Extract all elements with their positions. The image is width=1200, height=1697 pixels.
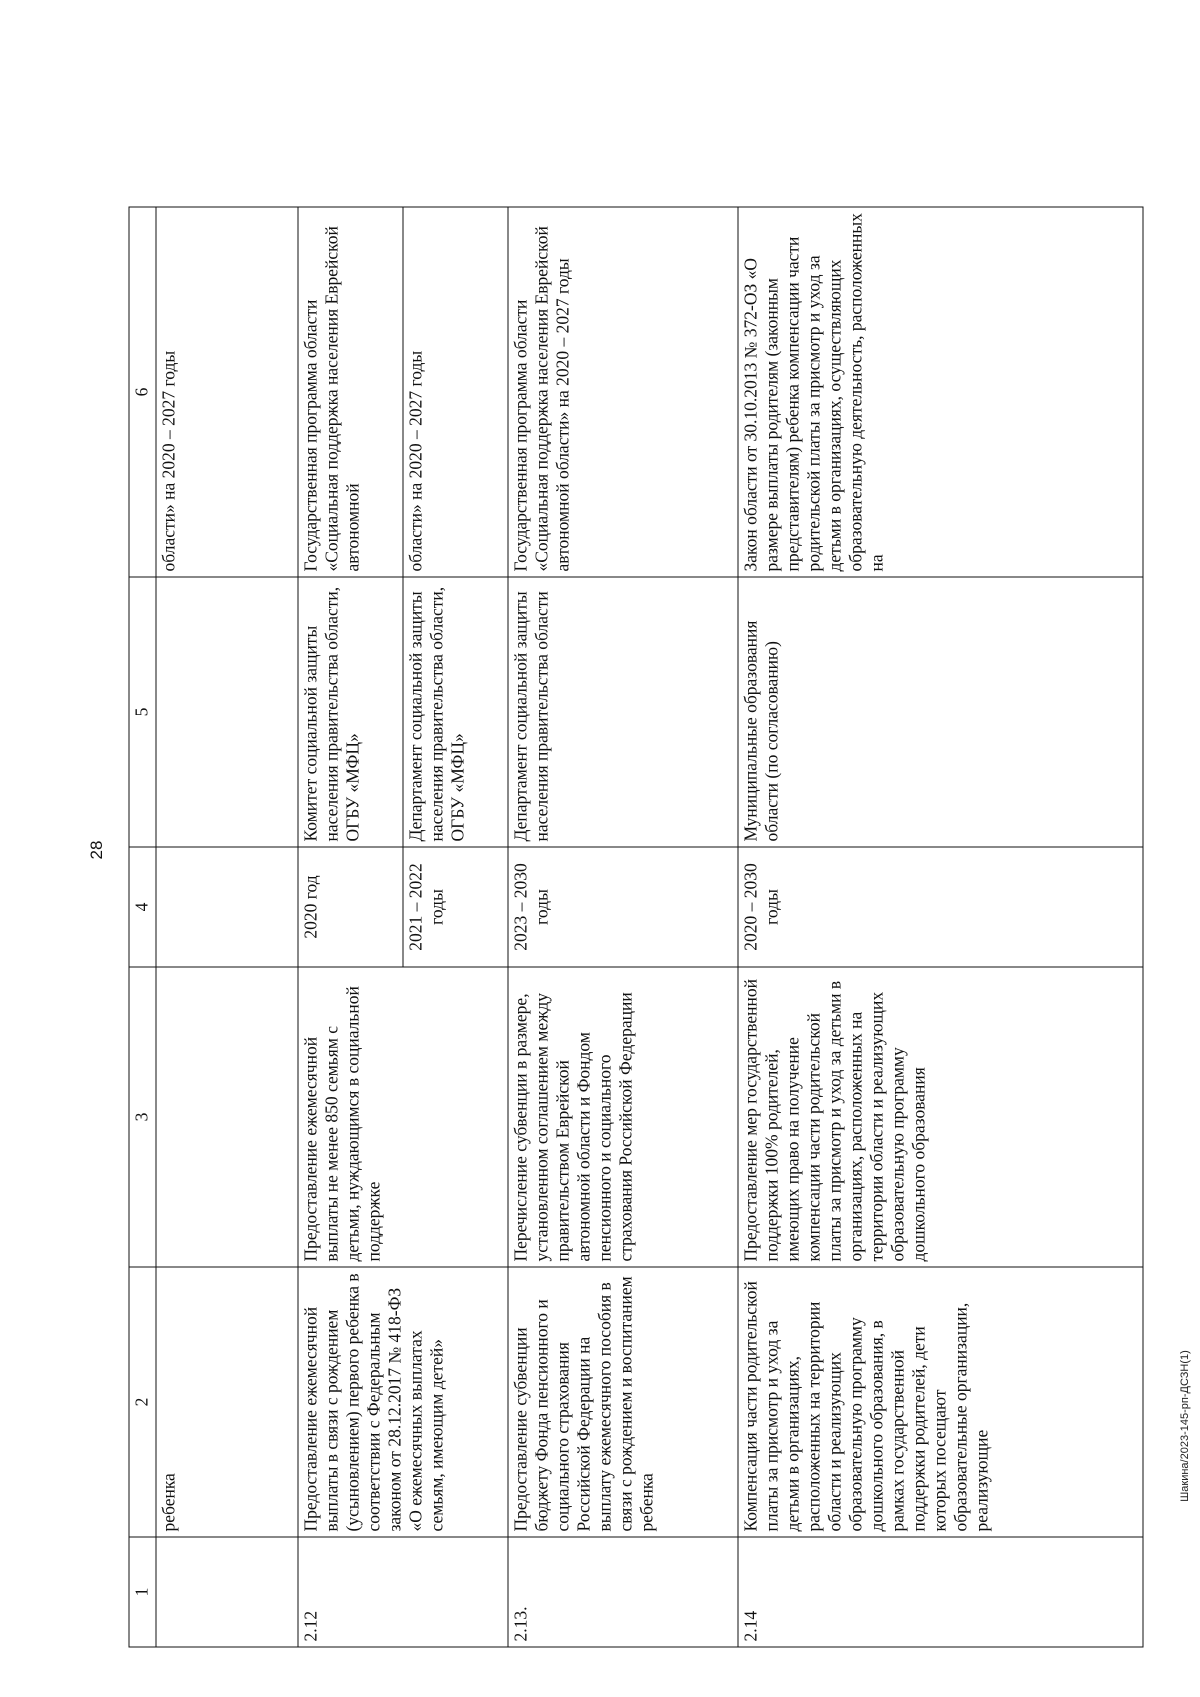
cell-num: 2.12: [298, 1537, 508, 1647]
cell-name: Предоставление субвенции бюджету Фонда пенсионного и социального страхования Российской Федерации на выплату ежемесячного пособия в связи с рождением и воспитанием ребенка: [508, 1267, 738, 1537]
cell-source: области» на 2020 – 2027 годы: [403, 207, 508, 577]
cell-source: области» на 2020 – 2027 годы: [156, 207, 298, 577]
header-col-5: 5: [129, 577, 156, 847]
cell-source: Закон области от 30.10.2013 № 372-ОЗ «О размере выплаты родителям (законным представителям) ребенка компенсации части родительской платы за присмотр и уход за детьми в организациях, осуществляющих образовательную деятельность, расположенных на: [738, 207, 1143, 577]
cell-executor: [156, 577, 298, 847]
cell-period: [156, 847, 298, 967]
cell-executor: Департамент социальной защиты населения правительства области: [508, 577, 738, 847]
measures-table: [129, 207, 1144, 1648]
cell-period: 2020 год: [298, 847, 403, 967]
header-col-2: 2: [129, 1267, 156, 1537]
cell-result: Предоставление ежемесячной выплаты не менее 850 семьям с детьми, нуждающимся в социальной поддержке: [298, 967, 508, 1267]
cell-result: [156, 967, 298, 1267]
table-row-continuation: [156, 207, 298, 1647]
rotated-table-container: [129, 208, 1144, 1648]
cell-executor: Департамент социальной защиты населения правительства области, ОГБУ «МФЦ»: [403, 577, 508, 847]
cell-name: Предоставление ежемесячной выплаты в связи с рождением (усыновлением) первого ребенка в соответствии с Федеральным законом от 28.12.2017 № 418-ФЗ «О ежемесячных выплатах семьям, имеющим детей»: [298, 1267, 508, 1537]
cell-period: 2021 – 2022 годы: [403, 847, 508, 967]
cell-executor: Комитет социальной защиты населения правительства области, ОГБУ «МФЦ»: [298, 577, 403, 847]
cell-source: Государственная программа области «Социальная поддержка населения Еврейской автономной: [298, 207, 403, 577]
cell-name: ребенка: [156, 1267, 298, 1537]
cell-num: [156, 1537, 298, 1647]
footer-code: Шакина/2023-145-рп-ДСЗН(1): [1179, 1350, 1191, 1502]
cell-result: Предоставление мер государственной поддержки 100% родителей, имеющих право на получение компенсации части родительской платы за присмотр и уход за детьми в организациях, расположенных на территории области и реализующих образовательную программу дошкольного образования: [738, 967, 1143, 1267]
header-col-3: 3: [129, 967, 156, 1267]
header-col-1: 1: [129, 1537, 156, 1647]
cell-num: 2.14: [738, 1537, 1143, 1647]
header-row: [129, 207, 156, 1647]
table-row-2-13: [508, 207, 738, 1647]
header-col-4: 4: [129, 847, 156, 967]
header-col-6: 6: [129, 207, 156, 577]
table-row-2-14: [738, 207, 1143, 1647]
cell-period: 2020 – 2030 годы: [738, 847, 1143, 967]
cell-name: Компенсация части родительской платы за присмотр и уход за детьми в организациях, расположенных на территории области и реализующих образовательную программу дошкольного образования, в рамках государственной поддержки родителей, дети которых посещают образовательные организации, реализующие: [738, 1267, 1143, 1537]
cell-period: 2023 – 2030 годы: [508, 847, 738, 967]
cell-executor: Муниципальные образования области (по согласованию): [738, 577, 1143, 847]
page-number: 28: [87, 840, 106, 860]
cell-source: Государственная программа области «Социальная поддержка населения Еврейской автономной области» на 2020 – 2027 годы: [508, 207, 738, 577]
cell-num: 2.13.: [508, 1537, 738, 1647]
cell-result: Перечисление субвенции в размере, установленном соглашением между правительством Еврейской автономной области и Фондом пенсионного и социального страхования Российской Федерации: [508, 967, 738, 1267]
table-row-2-12a: [298, 207, 403, 1647]
